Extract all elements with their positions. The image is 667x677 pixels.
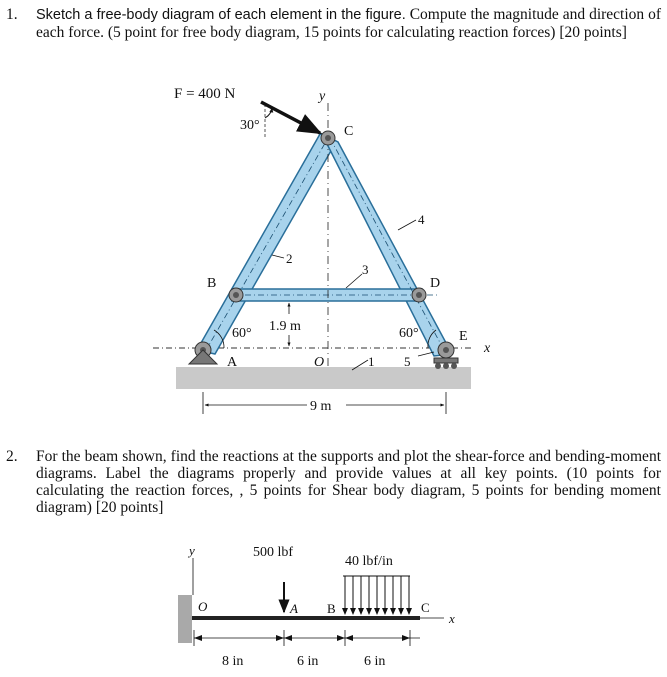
dist-load-arrowhead — [350, 608, 356, 615]
beam-label-C: C — [421, 600, 430, 615]
force-arrow — [261, 102, 320, 133]
label-O: O — [314, 355, 325, 370]
beam-dim-arrow-0 — [194, 635, 202, 641]
label-C: C — [344, 124, 354, 139]
label-D: D — [430, 276, 441, 291]
force-label: F = 400 N — [174, 86, 236, 102]
beam-dim-2: 6 in — [297, 654, 319, 669]
question-1-body: Compute the magnitude and direction of each force. (5 point for free body diagram, 15 points for calculating reaction forces) [20 points] — [36, 6, 662, 41]
leader-5 — [418, 352, 434, 356]
member-left-leg — [197, 134, 336, 354]
leader-3 — [346, 274, 362, 288]
member-1-label: 1 — [368, 354, 375, 369]
member-3-label: 3 — [362, 262, 369, 277]
question-2-number: 2. — [6, 448, 18, 465]
pin-D — [412, 288, 426, 302]
leader-2 — [272, 255, 284, 258]
question-1-number: 1. — [6, 6, 18, 23]
dist-load-arrowhead — [374, 608, 380, 615]
member-2-label: 2 — [286, 251, 293, 266]
beam-dim-arrow-4 — [345, 635, 353, 641]
question-1-lead: Sketch a free-body diagram of each element in the figure. — [36, 7, 406, 23]
pin-C — [321, 131, 335, 145]
pin-B — [229, 288, 243, 302]
beam-y-label: y — [189, 543, 195, 558]
question-2-text: For the beam shown, find the reactions at the supports and plot the shear-force and bending-moment diagrams. Label the diagrams properly and provide values at all key points. (10 points for calculating the reaction forces, , 5 points for Shear body diagram, 5 points for bending moment diagram) [20 points] — [36, 448, 661, 516]
dist-load-label: 40 lbf/in — [345, 554, 393, 569]
member-4-label: 4 — [418, 212, 425, 227]
beam-label-B: B — [327, 601, 336, 616]
angle-left-label: 60° — [232, 326, 252, 341]
angle-right-label: 60° — [399, 326, 419, 341]
beam — [192, 616, 420, 620]
frame-figure — [153, 86, 491, 414]
beam-figure — [178, 543, 455, 669]
beam-dim-arrow-3 — [337, 635, 345, 641]
beam-dim-arrow-2 — [284, 635, 292, 641]
beam-x-label: x — [449, 611, 455, 626]
dist-load-arrows — [342, 576, 412, 615]
beam-dim-arrow-1 — [276, 635, 284, 641]
label-E: E — [459, 329, 468, 344]
dist-load-arrowhead — [358, 608, 364, 615]
height-dim-label: 1.9 m — [269, 319, 301, 334]
wall — [178, 595, 192, 643]
dist-load-arrowhead — [406, 608, 412, 615]
beam-dim-3: 6 in — [364, 654, 386, 669]
dist-load-arrowhead — [390, 608, 396, 615]
beam-dim-arrow-5 — [402, 635, 410, 641]
point-load-label: 500 lbf — [253, 545, 294, 560]
force-angle-label: 30° — [240, 118, 260, 133]
x-axis-label: x — [484, 341, 491, 356]
label-B: B — [207, 276, 217, 291]
beam-dim-1: 8 in — [222, 654, 244, 669]
dist-load-arrowhead — [366, 608, 372, 615]
ground — [176, 367, 471, 389]
span-dim-label: 9 m — [310, 399, 332, 414]
beam-label-A: A — [290, 601, 298, 616]
member-5-label: 5 — [404, 354, 411, 369]
dist-load-arrowhead — [342, 608, 348, 615]
y-axis-label: y — [319, 89, 326, 104]
member-right-leg — [322, 134, 452, 356]
dist-load-arrowhead — [398, 608, 404, 615]
centerline-right — [330, 138, 445, 352]
force-angle-arc — [265, 108, 272, 118]
beam-label-O: O — [198, 599, 208, 614]
dist-load-arrowhead — [382, 608, 388, 615]
leader-4 — [398, 220, 416, 230]
label-A: A — [227, 355, 238, 370]
